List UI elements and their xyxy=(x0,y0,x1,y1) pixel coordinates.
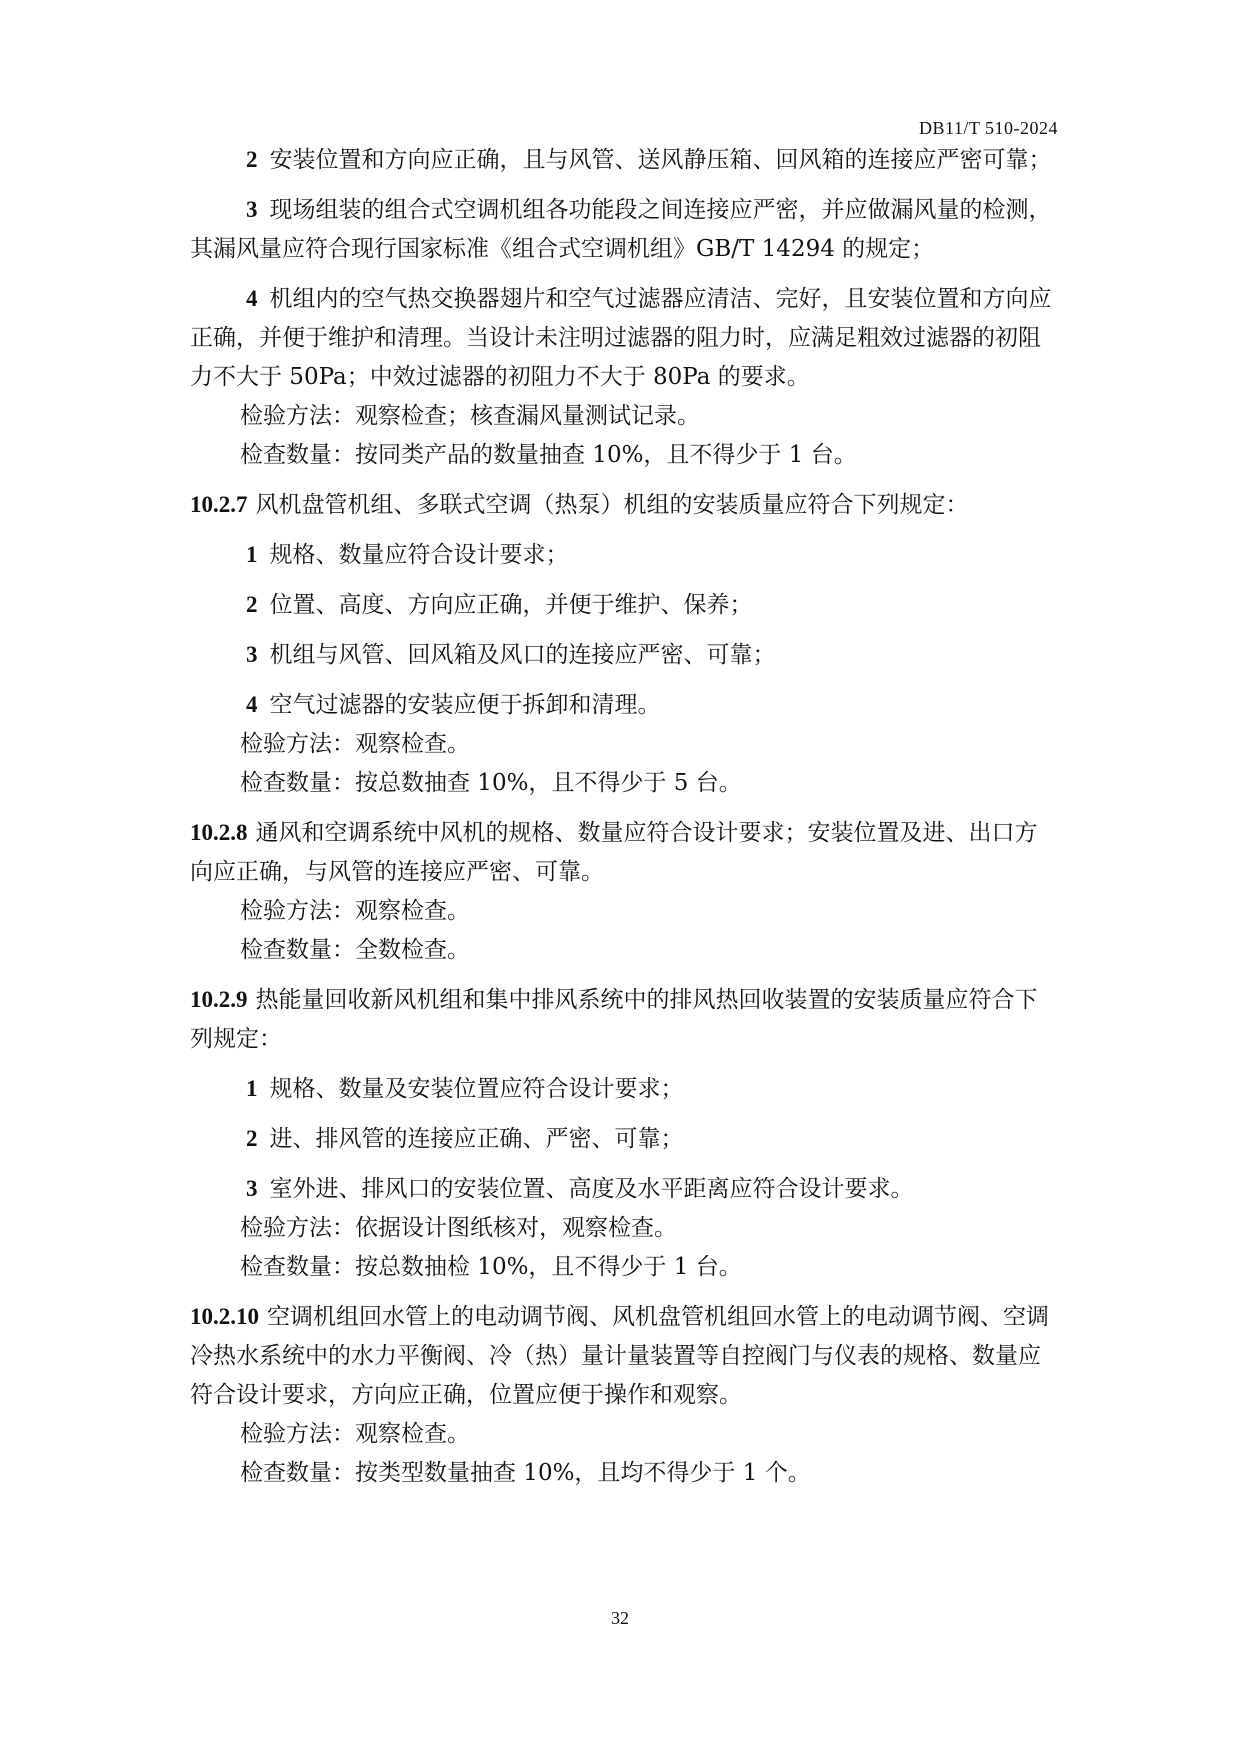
list-item xyxy=(190,685,1058,725)
clause-number: 10.2.7 xyxy=(190,492,248,517)
inspection-quantity: 检查数量：按总数抽查 10%，且不得少于 5 台。 xyxy=(240,770,742,796)
item-number: 1 xyxy=(246,542,258,567)
item-number: 3 xyxy=(246,1176,258,1201)
item-text: 室外进、排风口的安装位置、高度及水平距离应符合设计要求。 xyxy=(269,1176,914,1202)
inspection-method: 检验方法：观察检查。 xyxy=(240,1421,470,1447)
item-text: 进、排风管的连接应正确、严密、可靠； xyxy=(269,1126,684,1152)
item-number: 4 xyxy=(246,286,258,311)
clause-text: 空调机组回水管上的电动调节阀、风机盘管机组回水管上的电动调节阀、空调冷热水系统中的水力平衡阀、冷（热）量计量装置等自控阀门与仪表的规格、数量应符合设计要求，方向应正确，位置应便于操作和观察。 xyxy=(190,1304,1049,1408)
inspection-quantity: 检查数量：按同类产品的数量抽查 10%，且不得少于 1 台。 xyxy=(240,442,857,468)
clause-text: 通风和空调系统中风机的规格、数量应符合设计要求；安装位置及进、出口方向应正确，与风管的连接应严密、可靠。 xyxy=(190,820,1038,885)
inspection-method: 检验方法：观察检查。 xyxy=(240,898,470,924)
item-number: 2 xyxy=(246,1126,258,1151)
inspection-quantity: 检查数量：按类型数量抽查 10%，且均不得少于 1 个。 xyxy=(240,1460,811,1486)
item-number: 1 xyxy=(246,1076,258,1101)
item-text: 规格、数量及安装位置应符合设计要求； xyxy=(269,1076,684,1102)
item-text: 机组内的空气热交换器翅片和空气过滤器应清洁、完好，且安装位置和方向应正确，并便于维护和清理。当设计未注明过滤器的阻力时，应满足粗效过滤器的初阻力不大于 50Pa；中效过滤器的初阻力不大于 80Pa 的要求。 xyxy=(190,286,1052,390)
clause-10-2-7 xyxy=(190,485,1058,525)
inspection-method: 检验方法：依据设计图纸核对，观察检查。 xyxy=(240,1215,677,1241)
document-body xyxy=(190,140,1058,1493)
list-item xyxy=(190,1069,1058,1109)
item-number: 2 xyxy=(246,592,258,617)
inspection-method: 检验方法：观察检查；核查漏风量测试记录。 xyxy=(240,403,700,429)
item-text: 现场组装的组合式空调机组各功能段之间连接应严密，并应做漏风量的检测，其漏风量应符合现行国家标准《组合式空调机组》GB/T 14294 的规定； xyxy=(190,197,1052,262)
item-text: 规格、数量应符合设计要求； xyxy=(269,542,569,568)
page-number: 32 xyxy=(611,1608,629,1628)
list-item xyxy=(190,1169,1058,1209)
list-item xyxy=(190,535,1058,575)
item-text: 位置、高度、方向应正确，并便于维护、保养； xyxy=(269,592,753,618)
clause-text: 热能量回收新风机组和集中排风系统中的排风热回收装置的安装质量应符合下列规定： xyxy=(190,987,1038,1052)
list-item xyxy=(190,1119,1058,1159)
clause-number: 10.2.10 xyxy=(190,1304,259,1329)
clause-10-2-10 xyxy=(190,1297,1058,1415)
list-item xyxy=(190,635,1058,675)
clause-10-2-8 xyxy=(190,813,1058,892)
item-text: 机组与风管、回风箱及风口的连接应严密、可靠； xyxy=(269,642,776,668)
item-number: 2 xyxy=(246,147,258,172)
clause-10-2-9 xyxy=(190,980,1058,1059)
item-number: 4 xyxy=(246,692,258,717)
inspection-method: 检验方法：观察检查。 xyxy=(240,731,470,757)
item-number: 3 xyxy=(246,642,258,667)
list-item xyxy=(190,279,1058,397)
list-item xyxy=(190,190,1058,269)
inspection-quantity: 检查数量：全数检查。 xyxy=(240,937,470,963)
clause-number: 10.2.9 xyxy=(190,987,248,1012)
list-item xyxy=(190,140,1058,180)
list-item xyxy=(190,585,1058,625)
item-text: 安装位置和方向应正确，且与风管、送风静压箱、回风箱的连接应严密可靠； xyxy=(269,147,1052,173)
clause-number: 10.2.8 xyxy=(190,820,248,845)
inspection-quantity: 检查数量：按总数抽检 10%，且不得少于 1 台。 xyxy=(240,1254,742,1280)
standard-code-header: DB11/T 510-2024 xyxy=(918,118,1058,138)
item-text: 空气过滤器的安装应便于拆卸和清理。 xyxy=(269,692,661,718)
item-number: 3 xyxy=(246,197,258,222)
clause-text: 风机盘管机组、多联式空调（热泵）机组的安装质量应符合下列规定： xyxy=(255,492,969,518)
